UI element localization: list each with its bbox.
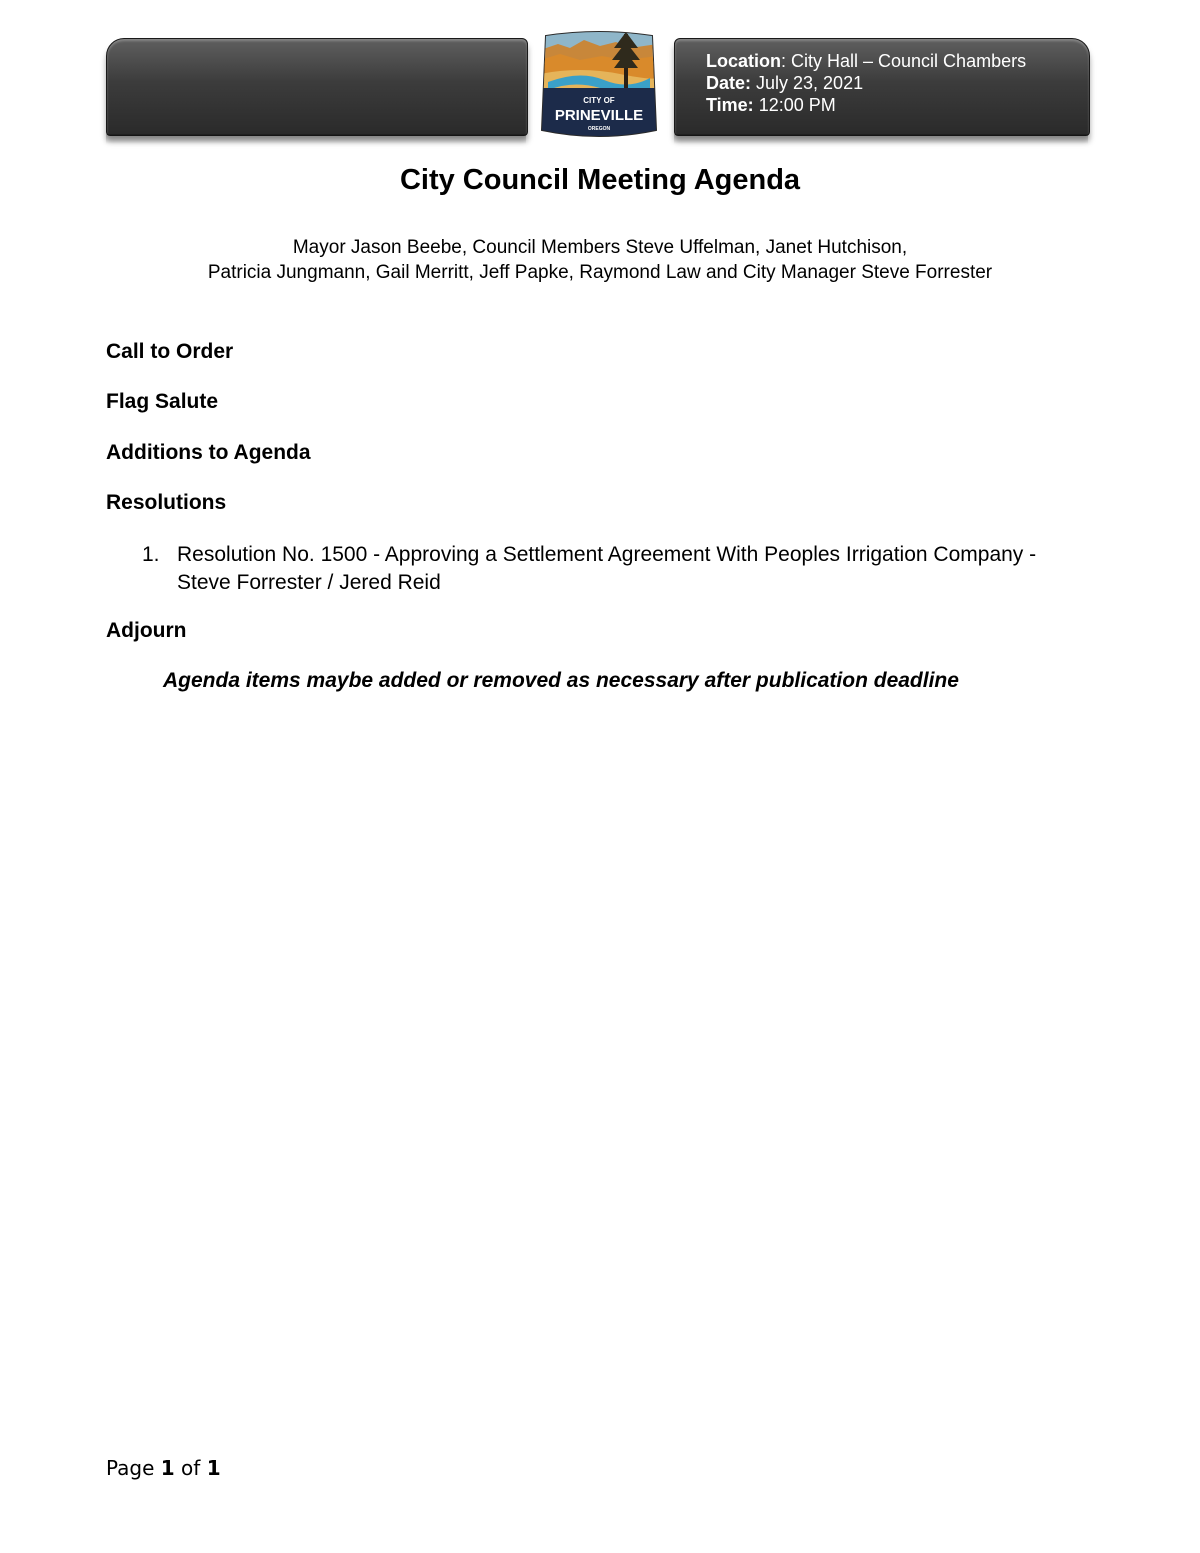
- logo-text-bottom: OREGON: [587, 126, 611, 132]
- city-logo: [540, 30, 658, 140]
- meeting-date: [706, 72, 1026, 94]
- page-title: City Council Meeting Agenda: [399, 164, 801, 196]
- meeting-info: [706, 50, 1026, 116]
- section-resolutions: Resolutions: [106, 491, 227, 514]
- resolution-item-number: 1.: [142, 543, 160, 566]
- logo-text-main: PRINEVILLE: [554, 107, 644, 124]
- agenda-notice: Agenda items maybe added or removed as necessary after publication deadline: [163, 669, 959, 692]
- members-line-1: Mayor Jason Beebe, Council Members Steve Uffelman, Janet Hutchison,: [292, 237, 908, 258]
- meeting-time: [706, 94, 1026, 116]
- date-label: Date:: [706, 73, 752, 93]
- page-number: [106, 1456, 221, 1480]
- section-adjourn: Adjourn: [106, 619, 187, 642]
- location-value: : City Hall – Council Chambers: [781, 51, 1027, 71]
- logo-text-top: CITY OF: [583, 96, 615, 105]
- page-of: of: [174, 1456, 207, 1480]
- section-call-to-order: Call to Order: [106, 340, 234, 363]
- header-banner-left: [106, 38, 528, 136]
- page-prefix: Page: [106, 1456, 161, 1480]
- time-value: 12:00 PM: [753, 95, 836, 115]
- section-additions-to-agenda: Additions to Agenda: [106, 441, 311, 464]
- page-current: 1: [160, 1456, 175, 1480]
- resolution-item-text: Resolution No. 1500 - Approving a Settlement Agreement With Peoples Irrigation Company - Steve Forrester / Jered Reid: [177, 543, 1037, 594]
- date-value: July 23, 2021: [751, 73, 864, 93]
- council-members: [0, 235, 1200, 285]
- section-flag-salute: Flag Salute: [106, 390, 219, 413]
- members-line-2: Patricia Jungmann, Gail Merritt, Jeff Papke, Raymond Law and City Manager Steve Forrester: [207, 262, 993, 283]
- meeting-location: [706, 50, 1026, 72]
- page-total: 1: [206, 1456, 221, 1480]
- time-label: Time:: [706, 95, 754, 115]
- banner-shadow-left: [106, 134, 526, 144]
- location-label: Location: [706, 51, 781, 71]
- banner-shadow-right: [674, 134, 1088, 144]
